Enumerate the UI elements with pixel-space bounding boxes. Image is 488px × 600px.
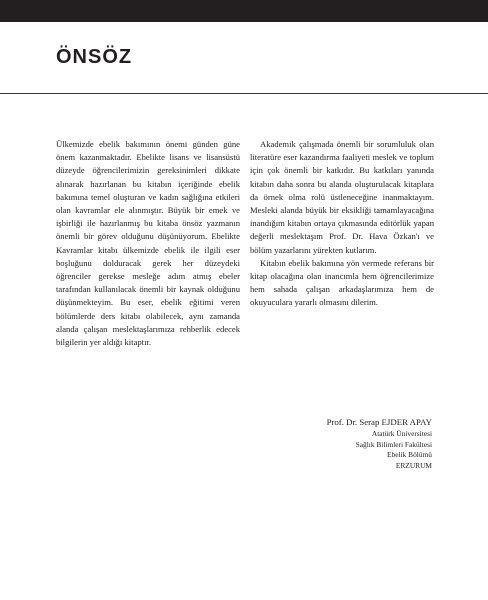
right-column	[250, 138, 434, 310]
author-university: Atatürk Üniversitesi	[371, 429, 432, 438]
body-paragraph: Kitabın ebelik bakımına yön vermede referans bir kitap olacağına olan inancımla hem öğrencilerimize hem sahada çalışan arkadaşlarımıza hem de okuyuculara yararlı olmasını dilerim.	[250, 257, 434, 308]
left-column	[56, 138, 240, 349]
author-department: Ebelik Bölümü	[387, 450, 432, 460]
author-city: ERZURUM	[395, 460, 432, 470]
top-bar	[0, 0, 488, 22]
body-paragraph: Akademik çalışmada önemli bir sorumluluk olan literatüre eser kazandırma faaliyeti meslek ve toplum için çok önemli bir katkıdır. Bu katkıları yanında kitabın daha sonra bu alanda oluşturulacak kitaplara da örnek olma rolü üstleneceğine inanmaktayım. Mesleki alanda büyük bir eksikliği tamamlayacağına inandığım kitabın ortaya çıkmasında editörlük yapan değerli meslektaşım Prof. Dr. Hava Özkan'ı ve bölüm yazarlarını yürekten kutlarım.	[250, 139, 434, 255]
author-name: Prof. Dr. Serap EJDER APAY	[326, 417, 432, 427]
author-faculty: Sağlık Bilimleri Fakültesi	[355, 439, 432, 449]
title-header	[0, 22, 488, 94]
body-paragraph: Ülkemizde ebelik bakımının önemi günden güne önem kazanmaktadır. Ebelikte lisans ve lisansüstü düzeyde öğrencilerimizin gereksinimleri dikkate alınarak hazırlanan bu kitabın içeriğinde ebelik bakımına temel oluşturan ve kadın sağlığına etkileri olan kavramlar ele alınmıştır. Büyük bir emek ve işbirliği ile hazırlanmış bu kitaba önsöz yazmanın önemli bir görev olduğunu düşünüyorum. Ebelikte Kavramlar kitabı ülkemizde ebelik ile ilgili eser boşluğunu dolduracak gerek her düzeydeki öğrenciler gerekse mesleğe adım atmış ebeler tarafından kullanılacak önemli bir kaynak olduğunu düşünmekteyim. Bu eser, ebelik eğitimi veren bölümlerde ders kitabı olabilecek, aynı zamanda alanda çalışan meslektaşlarımıza rehberlik edecek bilgilerin yer aldığı kitaptır.	[56, 139, 240, 348]
page-title: ÖNSÖZ	[56, 46, 133, 68]
signature-block	[327, 416, 432, 471]
